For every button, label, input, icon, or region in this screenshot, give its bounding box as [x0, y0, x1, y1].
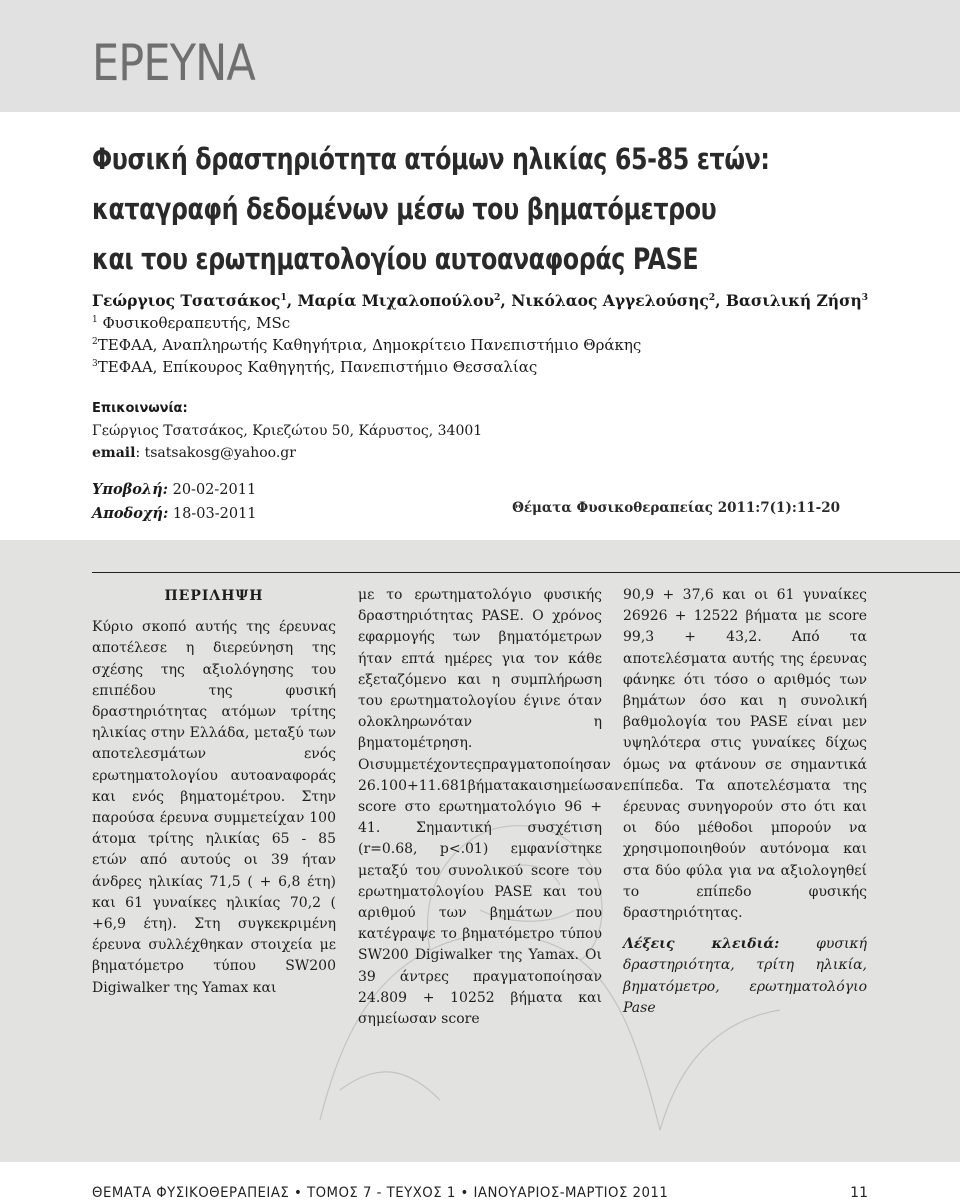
author-3-sup: 2 [708, 292, 716, 303]
author-4-sup: 3 [861, 292, 869, 303]
footer-journal-info: ΘΕΜΑΤΑ ΦΥΣΙΚΟΘΕΡΑΠΕΙΑΣ • ΤΟΜΟΣ 7 - ΤΕΥΧΟΣ 1 • ΙΑΝΟΥΑΡΙΟΣ-ΜΑΡΤΙΟΣ 2011 [92, 1185, 669, 1201]
acceptance-date: Αποδοχή: 18-03-2011 [92, 505, 257, 522]
submission-date: Υποβολή: 20-02-2011 [92, 481, 257, 498]
dates-block [92, 478, 257, 526]
abstract-text-3: 90,9 + 37,6 και οι 61 γυναίκες 26926 + 12522 βήματα με score 99,3 + 43,2. Από τα αποτελέσματα αυτής της έρευνας φάνηκε ότι τόσο ο αριθμός των βημάτων όσο και η συνολική βαθμολογία του PASE είναι μεν υψηλότερα στις γυναίκες δίχως όμως να φτάνουν σε σημαντικά επίπεδα. Τα αποτελέσματα της έρευνας συνηγορούν στο ότι και οι δύο μέθοδοι μπορούν να χρησιμοποιηθούν αυτόνομα και στα δύο φύλα για να αξιολογηθεί το επίπεδο φυσικής δραστηριότητας. [623, 587, 867, 922]
author-3: , Νικόλαος Αγγελούσης [500, 291, 709, 310]
author-2-sup: 2 [494, 292, 501, 303]
authors-block [92, 290, 922, 378]
affiliation-2: $^2$ΤΕΦΑΑ, Αναπληρωτής Καθηγήτρια, Δημοκρίτειο Πανεπιστήμιο Θράκης [92, 336, 642, 354]
section-title: ΕΡΕΥΝΑ [92, 34, 255, 92]
title-line-3: και του ερωτηματολογίου αυτοαναφοράς PASE [92, 242, 699, 276]
contact-label: Επικοινωνία: [92, 401, 188, 416]
affiliation-3: $^3$ΤΕΦΑΑ, Επίκουρος Καθηγητής, Πανεπιστήμιο Θεσσαλίας [92, 358, 538, 376]
abstract-column-3 [623, 585, 867, 1019]
contact-block [92, 398, 482, 464]
journal-reference: Θέματα Φυσικοθεραπείας 2011:7(1):11-20 [512, 500, 840, 516]
author-1: Γεώργιος Τσατσάκος [92, 291, 281, 310]
keywords: Λέξεις κλειδιά: φυσική δραστηριότητα, τρίτη ηλικία, βηματόμετρο, ερωτηματολόγιο Pase [623, 936, 867, 1016]
affiliation-1: $^1$ Φυσικοθεραπευτής, MSc [92, 314, 291, 332]
abstract-text-1: Κύριο σκοπό αυτής της έρευνας αποτέλεσε η διερεύνηση της σχέσης της αξιολόγησης του επιπέδου της φυσική δραστηριότητας ατόμων τρίτης ηλικίας στην Ελλάδα, μεταξύ των αποτελεσμάτων ενός ερωτηματολογίου αυτοαναφοράς και ενός βηματομέτρου. Στην παρούσα έρευνα συμμετείχαν 100 άτομα τρίτης ηλικίας 65 - 85 ετών από αυτούς οι 39 ήταν άνδρες ηλικίας 71,5 ( + 6,8 έτη) και 61 γυναίκες ηλικίας 70,2 ( +6,9 έτη). Στη συγκεκριμένη έρευνα συλλέχθηκαν στοιχεία με βηματόμετρο τύπου SW200 Digiwalker της Yamax και [92, 619, 336, 996]
abstract-top-rule [92, 572, 960, 573]
author-names [92, 290, 922, 312]
author-2: , Μαρία Μιχαλοπούλου [286, 291, 495, 310]
author-1-sup: 1 [280, 292, 287, 303]
title-line-1: Φυσική δραστηριότητα ατόμων ηλικίας 65-85 ετών: [92, 142, 770, 176]
abstract-heading: ΠΕΡΙΛΗΨΗ [164, 588, 264, 604]
article-title [92, 134, 922, 284]
contact-address: Γεώργιος Τσατσάκος, Κριεζώτου 50, Κάρυστος, 34001 [92, 423, 483, 439]
abstract-text-2: με το ερωτηματολόγιο φυσικής δραστηριότητας PASE. Ο χρόνος εφαρμογής των βηματόμετρων ήταν επτά ημέρες για τον κάθε εξεταζόμενο και η συμπλήρωση του ερωτηματολογίου έγινε όταν ολοκληρωνόταν η βηματομέτρηση. Οισυμμετέχοντεςπραγματοποίησαν 26.100+11.681βήματακαισημείωσαν score στο ερωτηματολόγιο 96 + 41. Σημαντική συσχέτιση (r=0.68, p<.01) εμφανίστηκε μεταξύ του συνολικού score του ερωτηματολογίου PASE και του αριθμού των βημάτων που κατέγραψε το βηματόμετρο τύπου SW200 Digiwalker της Yamax. Οι 39 άντρες πραγματοποίησαν 24.809 + 10252 βήματα και σημείωσαν score [358, 587, 623, 1028]
abstract-column-2 [358, 585, 623, 1030]
page-number: 11 [850, 1185, 868, 1201]
abstract-column-1 [92, 580, 336, 999]
author-4: , Βασιλική Ζήση [715, 291, 862, 310]
title-line-2: καταγραφή δεδομένων μέσω του βηματόμετρου [92, 192, 717, 226]
contact-email: email: tsatsakosg@yahoo.gr [92, 445, 296, 461]
